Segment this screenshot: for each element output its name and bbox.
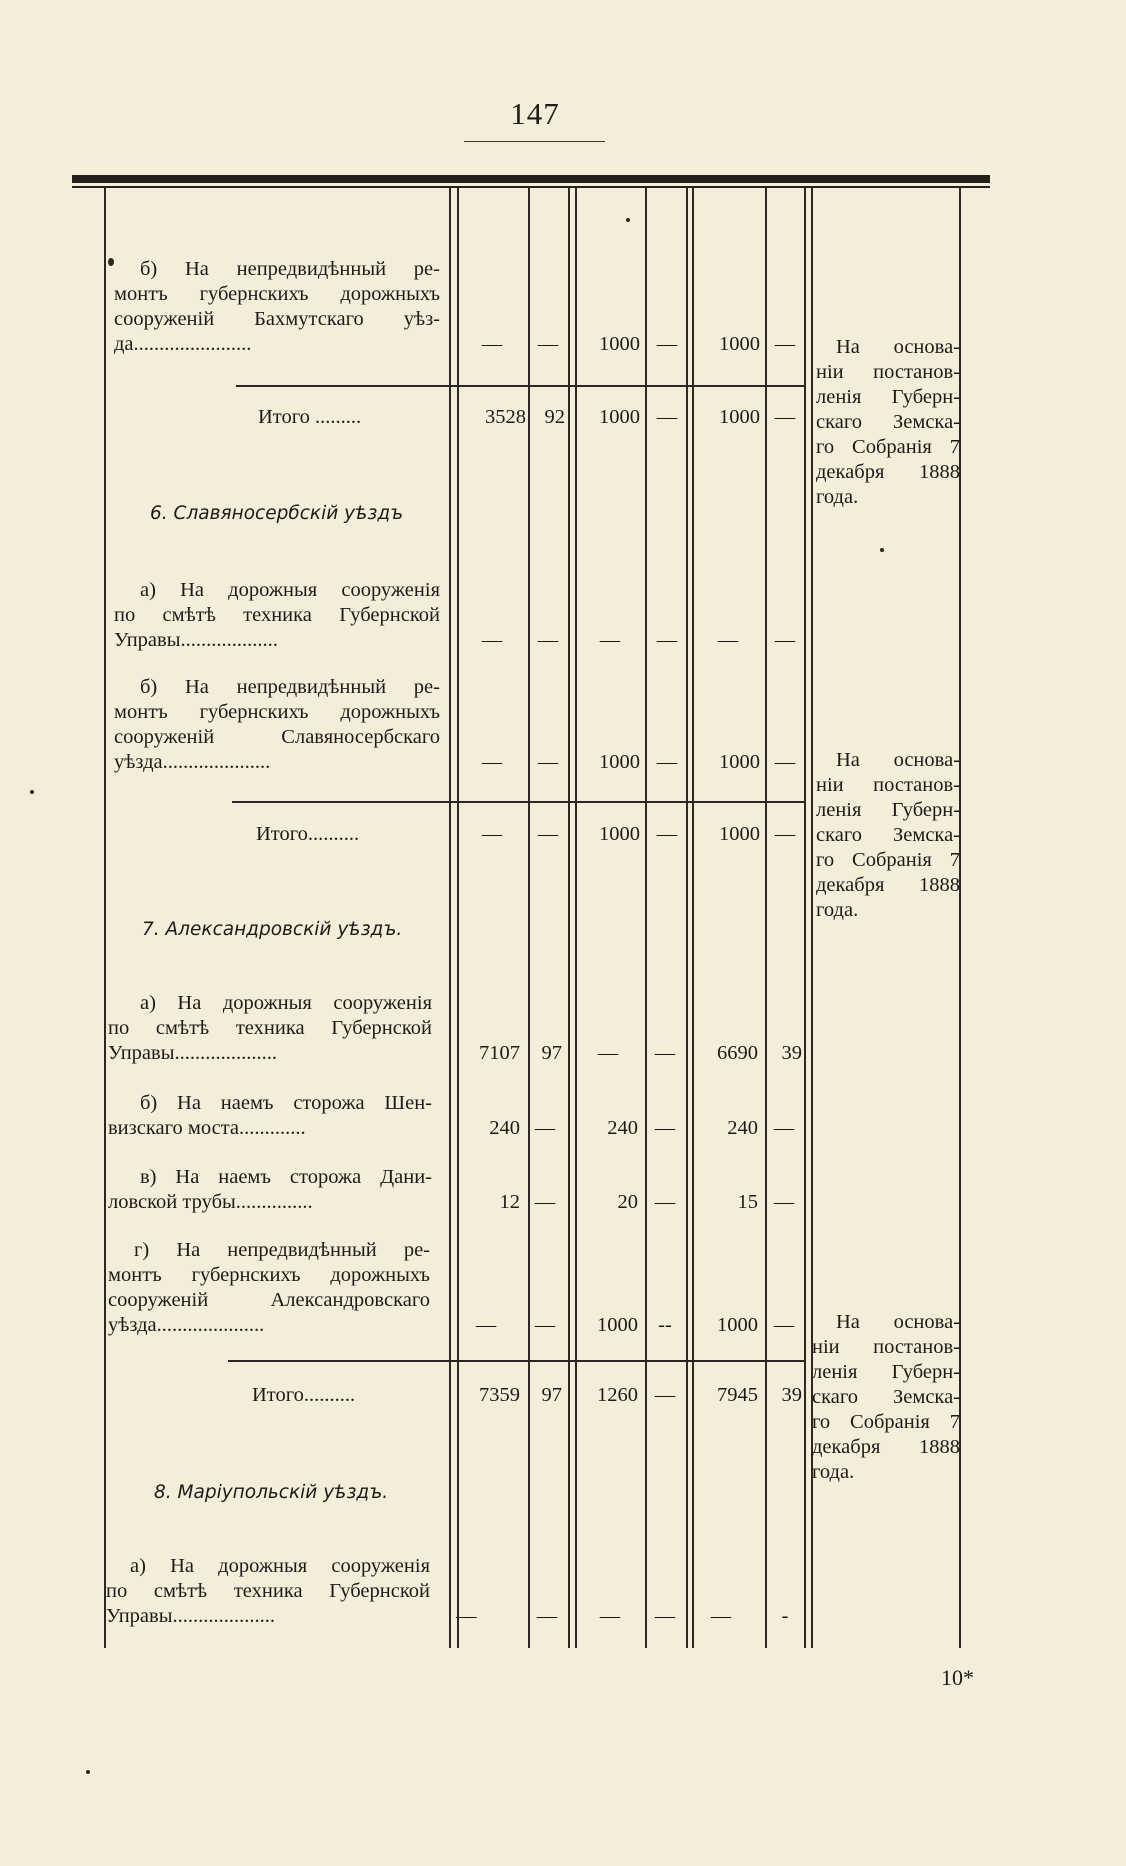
entry-line: а) На дорожныя сооруженія <box>140 579 440 601</box>
value-kopecks-3: — <box>773 1314 795 1336</box>
value-kopecks-2: — <box>654 1605 676 1627</box>
ink-speck <box>86 1770 90 1774</box>
total-rule <box>236 385 805 387</box>
value-rubles-1: — <box>481 333 503 355</box>
value-kopecks-3: — <box>774 751 796 773</box>
value-kopecks-2: — <box>654 1042 676 1064</box>
value-kopecks-2: -- <box>658 1314 672 1336</box>
entry-line: уѣзда..................... <box>114 751 271 773</box>
value-kopecks-1: — <box>534 1314 556 1336</box>
note-line: скаго Земска- <box>812 1386 960 1408</box>
column-rule <box>575 188 577 1648</box>
note-line: года. <box>812 1461 855 1483</box>
value-kopecks-3: — <box>773 1191 795 1213</box>
section-heading: 8. Маріупольскій уѣздъ. <box>154 1482 389 1503</box>
value-rubles-1: 3528 <box>485 406 526 428</box>
column-rule <box>804 188 806 1648</box>
value-rubles-3: 7945 <box>717 1384 758 1406</box>
value-kopecks-2: — <box>654 1384 676 1406</box>
column-rule <box>457 188 459 1648</box>
value-rubles-1: — <box>481 629 503 651</box>
total-label: Итого.......... <box>256 823 360 845</box>
value-rubles-1: — <box>481 751 503 773</box>
note-line: ленія Губерн- <box>816 386 960 408</box>
entry-line: монтъ губернскихъ дорожныхъ <box>114 283 440 305</box>
total-label: Итого.......... <box>252 1384 356 1406</box>
ink-speck <box>880 548 884 552</box>
note-line: года. <box>816 899 859 921</box>
note-line: На основа- <box>836 749 960 771</box>
value-kopecks-3: — <box>774 823 796 845</box>
entry-line: уѣзда..................... <box>108 1314 265 1336</box>
note-line: ніи постанов- <box>812 1336 960 1358</box>
entry-line: монтъ губернскихъ дорожныхъ <box>114 701 440 723</box>
value-kopecks-2: — <box>656 333 678 355</box>
ink-speck <box>626 218 630 222</box>
value-kopecks-1: 97 <box>541 1042 562 1064</box>
entry-line: ловской трубы............... <box>108 1191 313 1213</box>
table-top-rule <box>72 175 990 183</box>
value-kopecks-2: — <box>656 406 678 428</box>
value-rubles-1: 7359 <box>479 1384 520 1406</box>
value-rubles-3: — <box>717 629 739 651</box>
page-number-rule <box>464 141 605 142</box>
value-rubles-2: 20 <box>617 1191 638 1213</box>
value-rubles-3: 1000 <box>719 406 760 428</box>
value-kopecks-2: — <box>654 1117 676 1139</box>
value-rubles-3: — <box>710 1605 732 1627</box>
value-rubles-2: — <box>597 1042 619 1064</box>
note-line: ніи постанов- <box>816 361 960 383</box>
value-rubles-2: — <box>599 629 621 651</box>
value-kopecks-3: — <box>774 406 796 428</box>
value-rubles-2: 1000 <box>599 406 640 428</box>
note-line: ленія Губерн- <box>812 1361 960 1383</box>
ink-speck <box>108 258 114 266</box>
column-rule <box>692 188 694 1648</box>
value-rubles-2: 240 <box>607 1117 638 1139</box>
section-heading: 7. Александровскій уѣздъ. <box>142 919 403 940</box>
total-rule <box>232 801 805 803</box>
value-rubles-3: 1000 <box>719 333 760 355</box>
column-rule <box>528 188 530 1648</box>
note-line: На основа- <box>836 336 960 358</box>
value-kopecks-3: — <box>773 1117 795 1139</box>
note-line: го Собранія 7 <box>816 436 960 458</box>
value-kopecks-1: 92 <box>544 406 565 428</box>
footer-signature: 10* <box>941 1665 974 1690</box>
entry-line: в) На наемъ сторожа Дани- <box>140 1166 432 1188</box>
value-kopecks-2: — <box>654 1191 676 1213</box>
value-rubles-1: 7107 <box>479 1042 520 1064</box>
value-rubles-2: 1000 <box>599 823 640 845</box>
value-rubles-3: 15 <box>737 1191 758 1213</box>
entry-line: а) На дорожныя сооруженія <box>140 992 432 1014</box>
note-line: декабря 1888 <box>816 874 960 896</box>
column-rule <box>568 188 570 1648</box>
entry-line: по смѣтѣ техника Губернской <box>108 1017 432 1039</box>
note-line: года. <box>816 486 859 508</box>
total-label: Итого ......... <box>258 406 362 428</box>
entry-line: визскаго моста............. <box>108 1117 306 1139</box>
table-top-rule-thin <box>72 186 990 188</box>
note-line: ніи постанов- <box>816 774 960 796</box>
entry-line: Управы.................... <box>106 1605 275 1627</box>
value-rubles-1: — <box>475 1314 497 1336</box>
value-kopecks-3: 39 <box>781 1042 802 1064</box>
note-line: На основа- <box>836 1311 960 1333</box>
value-rubles-1: — <box>456 1605 477 1627</box>
page-number: 147 <box>510 96 560 131</box>
column-rule <box>686 188 688 1648</box>
entry-line: г) На непредвидѣнный ре- <box>134 1239 430 1261</box>
column-rule <box>645 188 647 1648</box>
entry-line: сооруженій Александровскаго <box>108 1289 430 1311</box>
value-rubles-3: 6690 <box>717 1042 758 1064</box>
value-rubles-3: 1000 <box>719 823 760 845</box>
column-rule <box>104 188 106 1648</box>
value-kopecks-1: — <box>537 333 559 355</box>
total-rule <box>228 1360 805 1362</box>
value-kopecks-2: — <box>656 629 678 651</box>
column-rule <box>449 188 451 1648</box>
entry-line: по смѣтѣ техника Губернской <box>106 1580 430 1602</box>
value-rubles-3: 240 <box>727 1117 758 1139</box>
note-line: го Собранія 7 <box>812 1411 960 1433</box>
note-line: декабря 1888 <box>816 461 960 483</box>
entry-line: Управы................... <box>114 629 278 651</box>
value-rubles-3: 1000 <box>719 751 760 773</box>
ink-speck <box>30 790 34 794</box>
note-line: скаго Земска- <box>816 411 960 433</box>
note-line: ленія Губерн- <box>816 799 960 821</box>
value-kopecks-1: — <box>534 1191 556 1213</box>
entry-line: сооруженій Славяносербскаго <box>114 726 440 748</box>
entry-line: б) На непредвидѣнный ре- <box>140 676 440 698</box>
note-line: скаго Земска- <box>816 824 960 846</box>
entry-line: Управы.................... <box>108 1042 277 1064</box>
value-kopecks-1: — <box>534 1117 556 1139</box>
value-kopecks-3: 39 <box>781 1384 802 1406</box>
value-rubles-2: 1000 <box>599 333 640 355</box>
value-kopecks-1: — <box>537 823 559 845</box>
value-kopecks-2: — <box>656 751 678 773</box>
value-rubles-2: 1000 <box>597 1314 638 1336</box>
value-rubles-1: 12 <box>499 1191 520 1213</box>
entry-line: да....................... <box>114 333 252 355</box>
value-kopecks-1: — <box>537 751 559 773</box>
value-rubles-2: 1000 <box>599 751 640 773</box>
value-kopecks-3: — <box>774 629 796 651</box>
value-rubles-2: 1260 <box>597 1384 638 1406</box>
entry-line: а) На дорожныя сооруженія <box>130 1555 430 1577</box>
value-kopecks-1: 97 <box>541 1384 562 1406</box>
entry-line: б) На непредвидѣнный ре- <box>140 258 440 280</box>
value-kopecks-1: — <box>537 629 559 651</box>
value-kopecks-3: — <box>774 333 796 355</box>
value-rubles-1: 240 <box>489 1117 520 1139</box>
column-rule <box>765 188 767 1648</box>
entry-line: б) На наемъ сторожа Шен- <box>140 1092 432 1114</box>
value-kopecks-3: - <box>781 1605 789 1627</box>
entry-line: монтъ губернскихъ дорожныхъ <box>108 1264 430 1286</box>
value-kopecks-1: — <box>536 1605 558 1627</box>
entry-line: по смѣтѣ техника Губернской <box>114 604 440 626</box>
value-rubles-2: — <box>599 1605 621 1627</box>
entry-line: сооруженій Бахмутскаго уѣз- <box>114 308 440 330</box>
section-heading: 6. Славяносербскій уѣздъ <box>150 503 404 524</box>
value-kopecks-2: — <box>656 823 678 845</box>
value-rubles-1: — <box>481 823 503 845</box>
note-line: го Собранія 7 <box>816 849 960 871</box>
note-line: декабря 1888 <box>812 1436 960 1458</box>
value-rubles-3: 1000 <box>717 1314 758 1336</box>
